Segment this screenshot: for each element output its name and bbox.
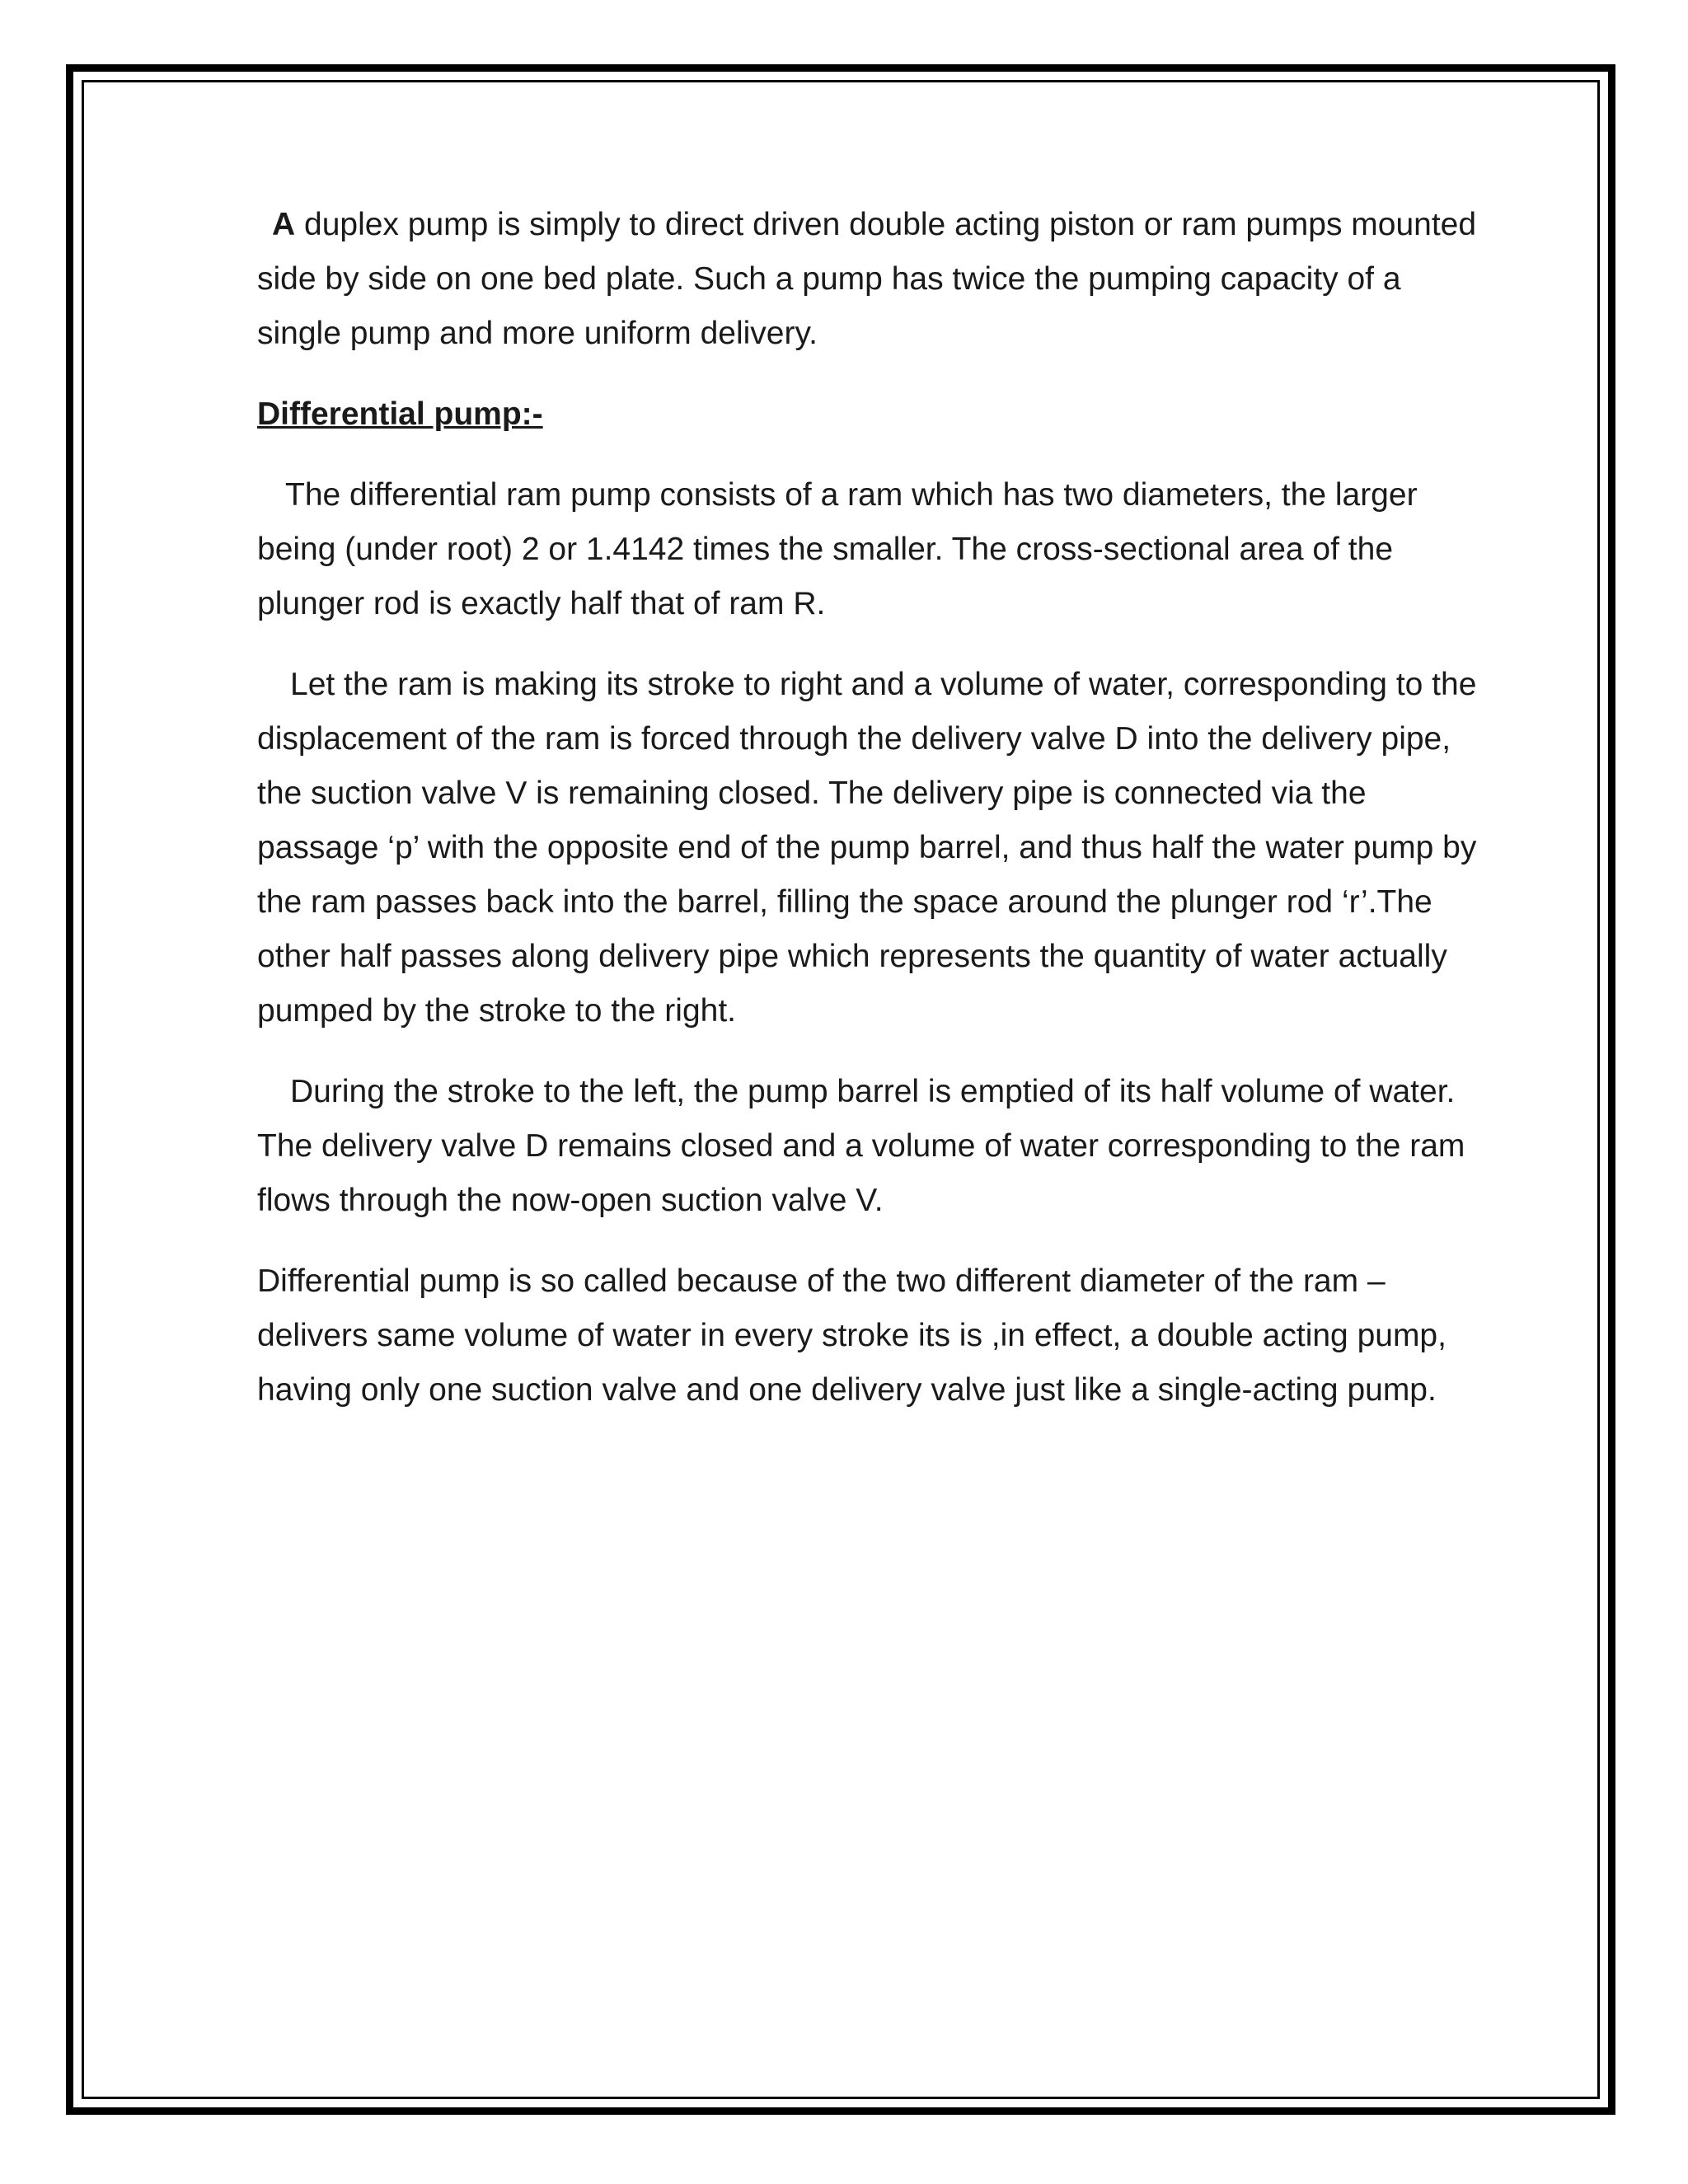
paragraph-conclusion: Differential pump is so called because of the two different diameter of the ram – delivers same volume of water in every stroke its is ,in effect, a double acting pump, having only one suction valve and one delivery valve just like a single-acting pump.	[257, 1263, 1447, 1408]
paragraph-stroke-right: Let the ram is making its stroke to right and a volume of water, corresponding to the displacement of the ram is forced through the delivery valve D into the delivery pipe, the suction valve V is remaining closed. The delivery pipe is connected via the passage ‘p’ with the opposite end of the pump barrel, and thus half the water pump by the ram passes back into the barrel, filling the space around the plunger rod ‘r’.The other half passes along delivery pipe which represents the quantity of water actually pumped by the stroke to the right.	[257, 667, 1477, 1029]
intro-text: duplex pump is simply to direct driven double acting piston or ram pumps mounted side by side on one bed plate. Such a pump has twice the pumping capacity of a single pump and more uniform delivery.	[257, 207, 1477, 351]
document-body	[257, 198, 1477, 1444]
intro-paragraph	[257, 198, 1477, 361]
paragraph-ram-diameters: The differential ram pump consists of a ram which has two diameters, the larger being (under root) 2 or 1.4142 times the smaller. The cross-sectional area of the plunger rod is exactly half that of ram R.	[257, 477, 1418, 621]
section-heading: Differential pump:-	[257, 396, 543, 432]
paragraph-stroke-left: During the stroke to the left, the pump barrel is emptied of its half volume of water. The delivery valve D remains closed and a volume of water corresponding to the ram flows through the now-open suction valve V.	[257, 1074, 1465, 1218]
intro-lead-letter: A	[272, 207, 296, 242]
